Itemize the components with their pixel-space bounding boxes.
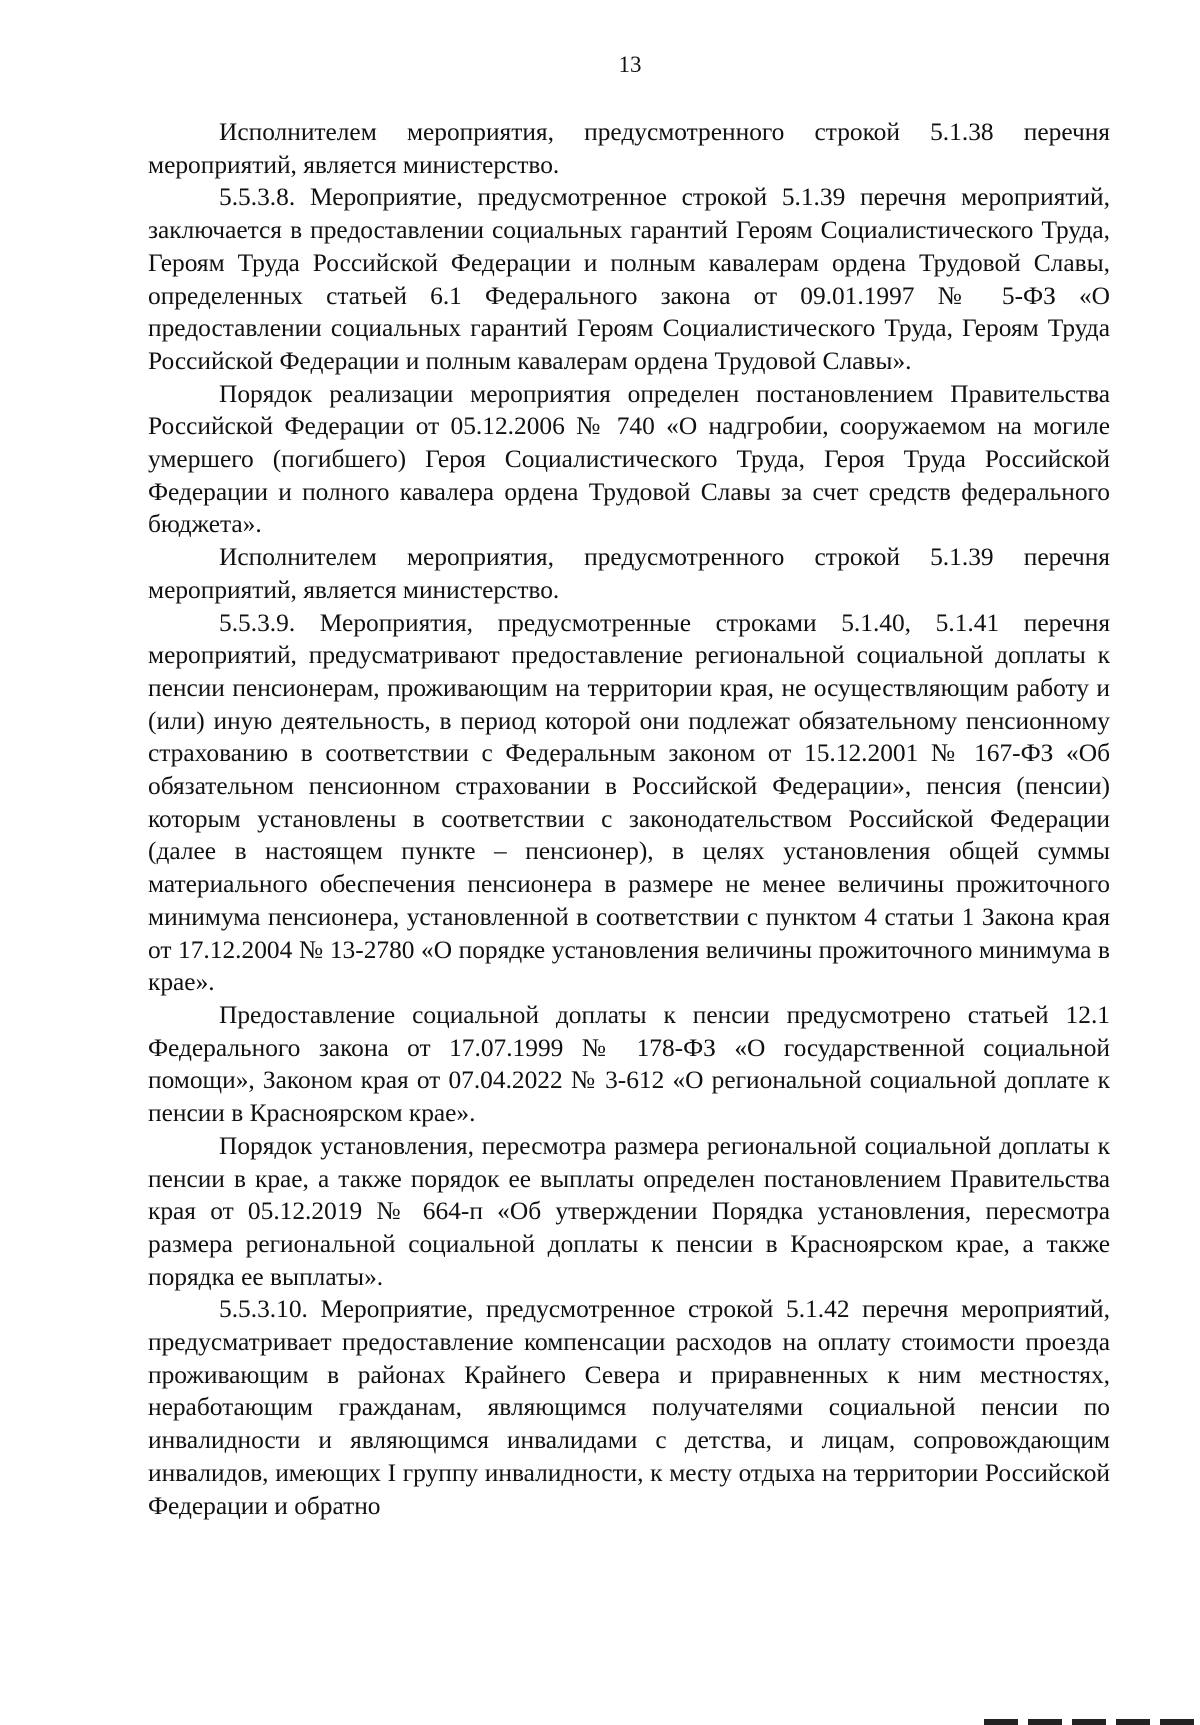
page-number: 13 xyxy=(618,52,642,77)
scan-mark-5 xyxy=(1160,1719,1194,1725)
document-body xyxy=(148,116,1110,1522)
paragraph-executor-5-1-39: Исполнителем мероприятия, предусмотренного строкой 5.1.39 перечня мероприятий, является министерство. xyxy=(148,543,1110,604)
scan-edge-marks xyxy=(954,1715,1200,1725)
paragraph-5-5-3-8: 5.5.3.8. Мероприятие, предусмотренное строкой 5.1.39 перечня мероприятий, заключается в предоставлении социальных гарантий Героям Социалистического Труда, Героям Труда Российской Федерации и полным кавалерам ордена Трудовой Славы, определенных статьей 6.1 Федерального закона от 09.01.1997 № 5-ФЗ «О предоставлении социальных гарантий Героям Социалистического Труда, Героям Труда Российской Федерации и полным кавалерам ордена Трудовой Славы». xyxy=(148,183,1110,375)
paragraph-5-5-3-9: 5.5.3.9. Мероприятия, предусмотренные строками 5.1.40, 5.1.41 перечня мероприятий, предусматривают предоставление региональной социальной доплаты к пенсии пенсионерам, проживающим на территории края, не осуществляющим работу и (или) иную деятельность, в период которой они подлежат обязательному пенсионному страхованию в соответствии с Федеральным законом от 15.12.2001 № 167-ФЗ «Об обязательном пенсионном страховании в Российской Федерации», пенсия (пенсии) которым установлены в соответствии с законодательством Российской Федерации (далее в настоящем пункте – пенсионер), в целях установления общей суммы материального обеспечения пенсионера в размере не менее величины прожиточного минимума пенсионера, установленной в соответствии с пунктом 4 статьи 1 Закона края от 17.12.2004 № 13-2780 «О порядке установления величины прожиточного минимума в крае». xyxy=(148,608,1110,997)
scan-mark-3 xyxy=(1072,1719,1106,1725)
scan-mark-2 xyxy=(1028,1719,1062,1725)
paragraph-executor-5-1-38: Исполнителем мероприятия, предусмотренного строкой 5.1.38 перечня мероприятий, является министерство. xyxy=(148,118,1110,179)
paragraph-social-supplement-basis: Предоставление социальной доплаты к пенсии предусмотрено статьей 12.1 Федерального закона от 17.07.1999 № 178-ФЗ «О государственной социальной помощи», Законом края от 07.04.2022 № 3-612 «О региональной социальной доплате к пенсии в Красноярском крае». xyxy=(148,1000,1110,1128)
scan-mark-1 xyxy=(984,1719,1018,1725)
paragraph-5-5-3-10: 5.5.3.10. Мероприятие, предусмотренное строкой 5.1.42 перечня мероприятий, предусматривает предоставление компенсации расходов на оплату стоимости проезда проживающим в районах Крайнего Севера и приравненных к ним местностях, неработающим гражданам, являющимся получателями социальной пенсии по инвалидности и являющимся инвалидами с детства, и лицам, сопровождающим инвалидов, имеющих I группу инвалидности, к месту отдыха на территории Российской Федерации и обратно xyxy=(148,1295,1110,1520)
paragraph-supplement-procedure: Порядок установления, пересмотра размера региональной социальной доплаты к пенсии в крае, а также порядок ее выплаты определен постановлением Правительства края от 05.12.2019 № 664-п «Об утверждении Порядка установления, пересмотра размера региональной социальной доплаты к пенсии в Красноярском крае, а также порядка ее выплаты». xyxy=(148,1131,1110,1291)
paragraph-procedure-tombstone: Порядок реализации мероприятия определен постановлением Правительства Российской Федерации от 05.12.2006 № 740 «О надгробии, сооружаемом на могиле умершего (погибшего) Героя Социалистического Труда, Героя Труда Российской Федерации и полного кавалера ордена Трудовой Славы за счет средств федерального бюджета». xyxy=(148,379,1110,539)
scan-mark-4 xyxy=(1116,1719,1150,1725)
